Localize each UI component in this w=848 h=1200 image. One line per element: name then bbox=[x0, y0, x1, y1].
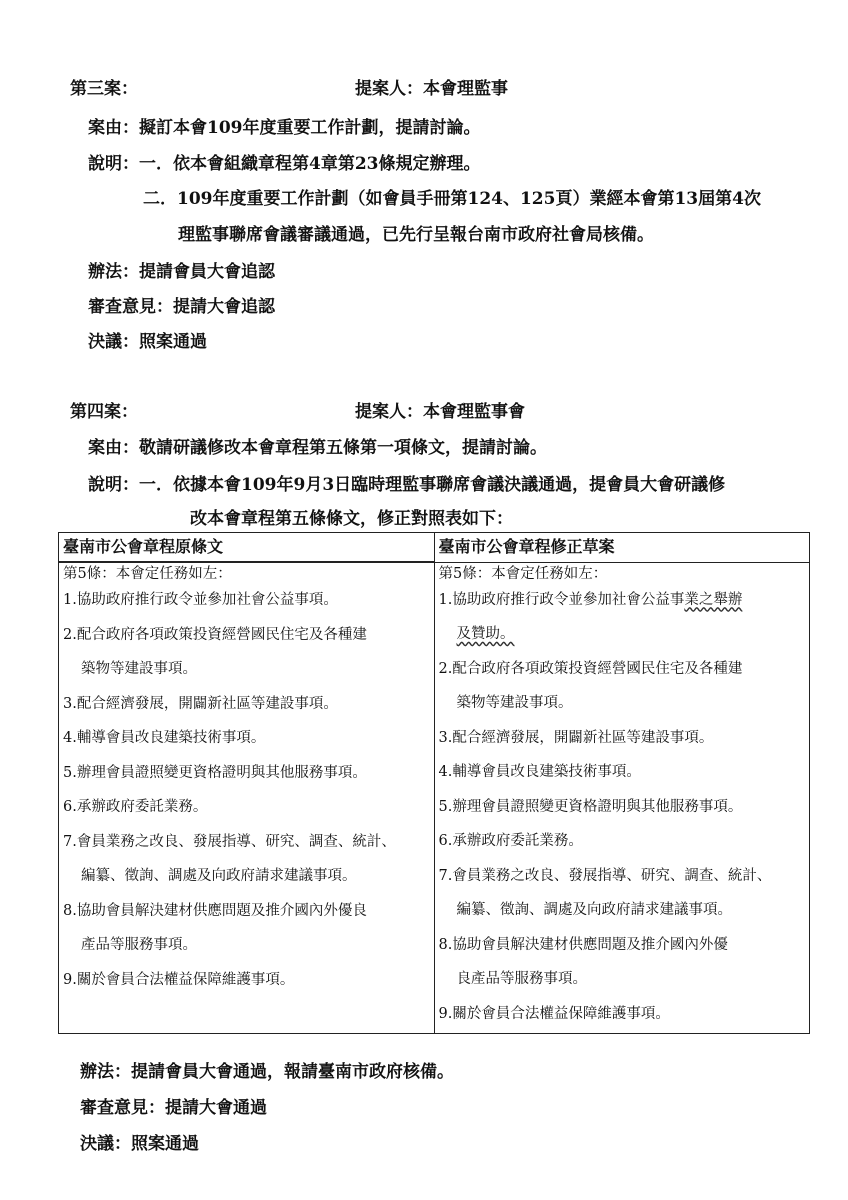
case3-explain-1: 說明：一．依本會組織章程第4章第23條規定辦理。 bbox=[88, 154, 481, 174]
right-line bbox=[435, 585, 810, 620]
amended-text: 業之舉辦 bbox=[684, 591, 743, 608]
left-line: 9.關於會員合法權益保障維護事項。 bbox=[63, 971, 295, 988]
case4-explain-1a: 說明：一．依據本會109年9月3日臨時理監事聯席會議決議通過，提會員大會研議修 bbox=[88, 475, 726, 495]
original-articles-column bbox=[59, 562, 435, 1034]
case4-resolution: 決議：照案通過 bbox=[80, 1134, 199, 1154]
left-line: 2.配合政府各項政策投資經營國民住宅及各種建 bbox=[63, 626, 367, 643]
left-line: 6.承辦政府委託業務。 bbox=[63, 799, 208, 815]
right-line: 編纂、徵詢、調處及向政府請求建議事項。 bbox=[456, 902, 732, 918]
right-line: 5.辦理會員證照變更資格證明與其他服務事項。 bbox=[438, 798, 743, 815]
left-line: 3.配合經濟發展，開闢新社區等建設事項。 bbox=[63, 695, 338, 712]
right-header: 臺南市公會章程修正草案 bbox=[434, 533, 810, 563]
case4-review: 審查意見：提請大會通過 bbox=[80, 1098, 267, 1118]
case3-explain-2a: 二．109年度重要工作計劃（如會員手冊第124、125頁）業經本會第13屆第4次 bbox=[143, 189, 761, 209]
left-line: 7.會員業務之改良、發展指導、研究、調查、統計、 bbox=[63, 833, 396, 850]
right-line: 築物等建設事項。 bbox=[456, 695, 573, 711]
case4-reason: 案由：敬請研議修改本會章程第五條第一項條文，提請討論。 bbox=[88, 438, 547, 458]
case3-resolution: 決議：照案通過 bbox=[88, 332, 207, 352]
case3-explain-2b: 理監事聯席會議審議通過，已先行呈報台南市政府社會局核備。 bbox=[178, 225, 654, 245]
right-line: 4.輔導會員改良建築技術事項。 bbox=[438, 764, 641, 780]
right-line bbox=[435, 619, 810, 654]
right-line: 良產品等服務事項。 bbox=[456, 971, 587, 987]
right-line-part: 1.協助政府推行政令並參加社會公益事 bbox=[438, 591, 685, 608]
right-line: 3.配合經濟發展，開闢新社區等建設事項。 bbox=[438, 729, 714, 746]
left-line: 產品等服務事項。 bbox=[81, 937, 197, 953]
left-header: 臺南市公會章程原條文 bbox=[59, 533, 435, 563]
comparison-table bbox=[58, 532, 810, 1034]
right-line: 8.協助會員解決建材供應問題及推介國內外優 bbox=[438, 936, 728, 953]
amended-text: 及贊助。 bbox=[456, 626, 515, 642]
left-line: 8.協助會員解決建材供應問題及推介國內外優良 bbox=[63, 902, 367, 919]
case3-heading: 第三案： bbox=[70, 79, 138, 99]
case3-reason: 案由：擬訂本會109年度重要工作計劃，提請討論。 bbox=[88, 118, 481, 138]
right-line: 6.承辦政府委託業務。 bbox=[438, 833, 583, 849]
right-line: 9.關於會員合法權益保障維護事項。 bbox=[438, 1005, 670, 1022]
case4-method: 辦法：提請會員大會通過，報請臺南市政府核備。 bbox=[80, 1062, 454, 1082]
left-line: 5.辦理會員證照變更資格證明與其他服務事項。 bbox=[63, 764, 367, 781]
left-line: 1.協助政府推行政令並參加社會公益事項。 bbox=[63, 592, 338, 608]
case3-review: 審查意見：提請大會追認 bbox=[88, 297, 275, 317]
case4-heading: 第四案： bbox=[70, 402, 138, 422]
left-line: 編纂、徵詢、調處及向政府請求建議事項。 bbox=[81, 868, 357, 884]
left-line: 第5條：本會定任務如左： bbox=[63, 566, 232, 582]
right-line: 2.配合政府各項政策投資經營國民住宅及各種建 bbox=[438, 660, 743, 677]
case3-proposer: 提案人：本會理監事 bbox=[355, 79, 508, 99]
case4-proposer: 提案人：本會理監事會 bbox=[355, 402, 525, 422]
left-line: 4.輔導會員改良建築技術事項。 bbox=[63, 730, 266, 746]
right-line: 第5條：本會定任務如左： bbox=[438, 565, 608, 582]
revised-articles-column bbox=[434, 562, 810, 1034]
case4-explain-1b: 改本會章程第五條條文，修正對照表如下： bbox=[190, 509, 513, 529]
left-line: 築物等建設事項。 bbox=[81, 661, 197, 677]
right-line: 7.會員業務之改良、發展指導、研究、調查、統計、 bbox=[438, 867, 772, 884]
case3-method: 辦法：提請會員大會追認 bbox=[88, 262, 275, 282]
